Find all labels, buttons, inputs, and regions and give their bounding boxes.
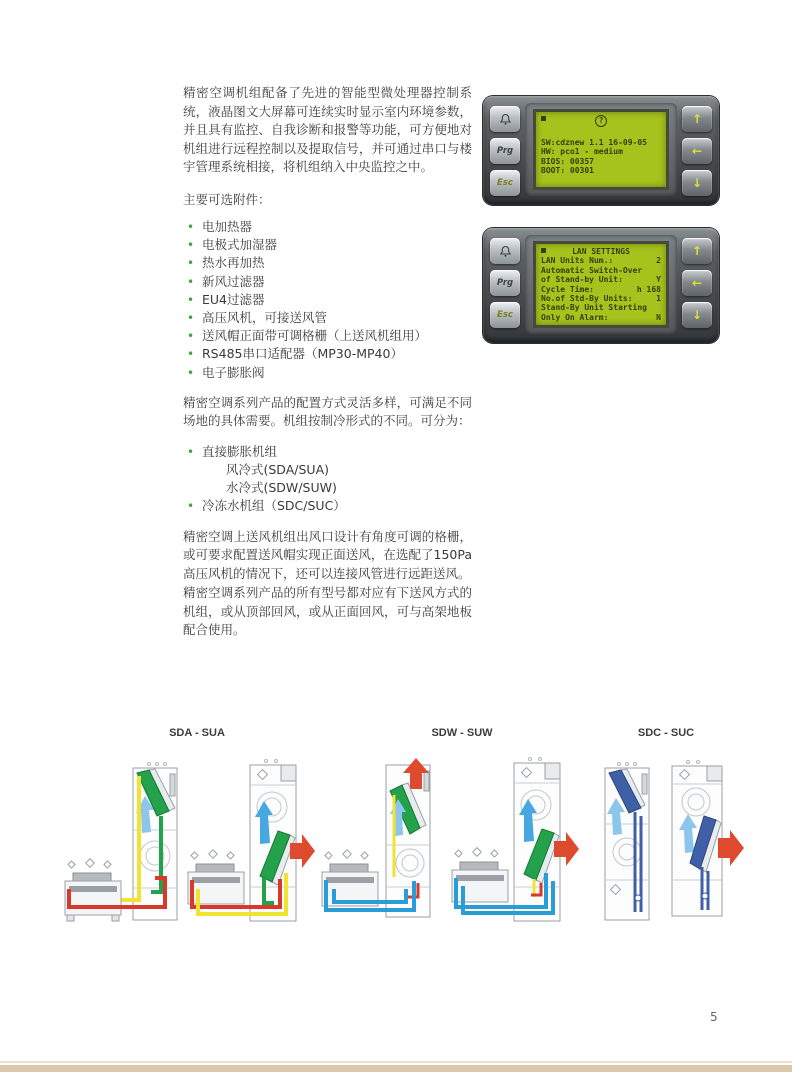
up-button[interactable]	[682, 106, 712, 132]
screen-cursor-square	[541, 116, 546, 121]
bullet-icon: •	[187, 365, 195, 380]
screen-row: No.of Std-By Units: 1	[541, 294, 661, 304]
list-item: • 冷冻水机组（SDC/SUC）	[183, 497, 472, 515]
esc-button[interactable]: Esc	[490, 170, 520, 196]
screen-row: Only On Alarm: N	[541, 312, 661, 322]
intro-paragraph: 精密空调机组配备了先进的智能型微处理器控制系统，液晶图文大屏幕可连续实时显示室内环境参数，并且具有监控、自我诊断和报警等功能，可方便地对机组进行远程控制以及提取信号，并可通过串口与楼宇管理系统相接，将机组纳入中央监控之中。	[183, 85, 472, 174]
top-vent-marks	[265, 760, 278, 763]
diagram-sdc-downflow-unit	[597, 760, 659, 930]
help-circle-icon: ?	[595, 115, 607, 127]
diagram-label-sdc-suc: SDC - SUC	[637, 727, 695, 739]
models-paragraph: 精密空调系列产品的所有型号都对应有下送风方式的机组，或从顶部回风，或从正面回风，可与高架地板配合使用。	[183, 585, 472, 638]
alarm-button[interactable]	[490, 106, 520, 132]
airflow-paragraph: 精密空调上送风机组出风口设计有角度可调的格栅，或可要求配置送风帽实现正面送风，在选配了150Pa高压风机的情况下，还可以连接风管进行远距送风。	[183, 528, 472, 581]
bullet-icon: •	[187, 238, 195, 253]
list-item: • 高压风机，可接送风管	[183, 309, 472, 327]
up-button[interactable]	[682, 238, 712, 264]
screen-line: BIOS: 00357	[541, 156, 594, 166]
bell-icon	[499, 113, 512, 126]
list-item: • 新风过滤器	[183, 273, 472, 291]
outdoor-drycooler	[322, 850, 378, 906]
list-item: • 电子膨胀阀	[183, 364, 472, 382]
arrow-up-icon: ↑	[691, 112, 703, 126]
screen-cursor-square	[541, 248, 546, 253]
bullet-icon: •	[187, 329, 195, 344]
outdoor-drycooler	[452, 848, 508, 902]
sub-list-item: 水冷式(SDW/SUW)	[226, 480, 337, 496]
list-item: • 电极式加湿器	[183, 236, 472, 254]
diagram-label-sda-sua: SDA - SUA	[169, 727, 225, 739]
controller-photo-lan-settings	[483, 228, 719, 343]
list-item: • 电加热器	[183, 218, 472, 236]
bell-icon	[499, 245, 512, 258]
arrow-down-icon: ↓	[691, 308, 703, 322]
bullet-icon: •	[187, 499, 195, 514]
screen-row: LAN Units Num.: 2	[541, 256, 661, 266]
enter-button[interactable]	[682, 138, 712, 164]
arrow-down-icon: ↓	[691, 176, 703, 190]
top-vent-marks	[618, 763, 637, 766]
enter-button[interactable]	[682, 270, 712, 296]
diagram-sda-upflow-unit	[182, 757, 317, 937]
screen-row: of Stand-by Unit: Y	[541, 275, 661, 285]
list-item: • 热水再加热	[183, 254, 472, 272]
diagram-sdw-topdischarge-unit	[316, 755, 438, 940]
configuration-list	[183, 443, 472, 516]
accessories-heading: 主要可选附件：	[183, 191, 271, 207]
valve	[635, 895, 641, 901]
diagram-sdw-upflow-unit	[446, 755, 581, 940]
top-vent-marks	[687, 761, 700, 764]
down-button[interactable]	[682, 302, 712, 328]
controller-lcd-screen	[533, 109, 669, 190]
bullet-icon: •	[187, 311, 195, 326]
footer-divider	[0, 1061, 792, 1063]
list-item: • EU4过滤器	[183, 291, 472, 309]
bullet-icon: •	[187, 220, 195, 234]
controller-lcd-screen	[533, 241, 669, 328]
list-item: • 送风帽正面带可调格栅（上送风机组用）	[183, 327, 472, 345]
text-column	[183, 84, 472, 652]
accessories-list	[183, 218, 472, 382]
bullet-icon: •	[187, 347, 195, 362]
valve	[702, 893, 708, 899]
list-item: • 直接膨胀机组	[183, 443, 472, 461]
configuration-paragraph: 精密空调系列产品的配置方式灵活多样，可满足不同场地的具体需要。机组按制冷形式的不同。可分为：	[183, 394, 472, 429]
bullet-icon: •	[187, 256, 195, 271]
screen-row: Stand-By Unit Starting	[541, 303, 647, 313]
bullet-icon: •	[187, 274, 195, 289]
sub-list-item: 风冷式(SDA/SUA)	[226, 462, 329, 478]
prg-button[interactable]: Prg	[490, 270, 520, 296]
screen-line: HW: pco1 - medium	[541, 147, 623, 157]
esc-button[interactable]: Esc	[490, 302, 520, 328]
screen-line: SW:cdznew 1.1 16-09-05	[541, 138, 647, 147]
footer-bar	[0, 1065, 792, 1072]
list-item: • RS485串口适配器（MP30-MP40）	[183, 345, 472, 363]
diagram-label-sdw-suw: SDW - SUW	[431, 727, 493, 739]
top-vent-marks	[148, 763, 167, 766]
screen-row: Cycle Time: h 168	[541, 284, 661, 294]
screen-line: BOOT: 00301	[541, 166, 594, 176]
down-button[interactable]	[682, 170, 712, 196]
screen-row: Automatic Switch-Over	[541, 265, 643, 275]
alarm-button[interactable]	[490, 238, 520, 264]
top-vent-marks	[529, 758, 542, 761]
arrow-left-icon: ←	[691, 144, 703, 158]
bullet-icon: •	[187, 444, 195, 459]
outdoor-condenser	[65, 859, 121, 921]
controller-photo-boot-screen	[483, 96, 719, 205]
prg-button[interactable]: Prg	[490, 138, 520, 164]
page-number: 5	[710, 1010, 718, 1024]
arrow-left-icon: ←	[691, 276, 703, 290]
diagram-sda-downflow-unit	[57, 760, 182, 935]
arrow-up-icon: ↑	[691, 244, 703, 258]
bullet-icon: •	[187, 292, 195, 307]
screen-title: LAN SETTINGS	[572, 247, 630, 256]
diagram-sdc-upflow-unit	[666, 758, 758, 923]
